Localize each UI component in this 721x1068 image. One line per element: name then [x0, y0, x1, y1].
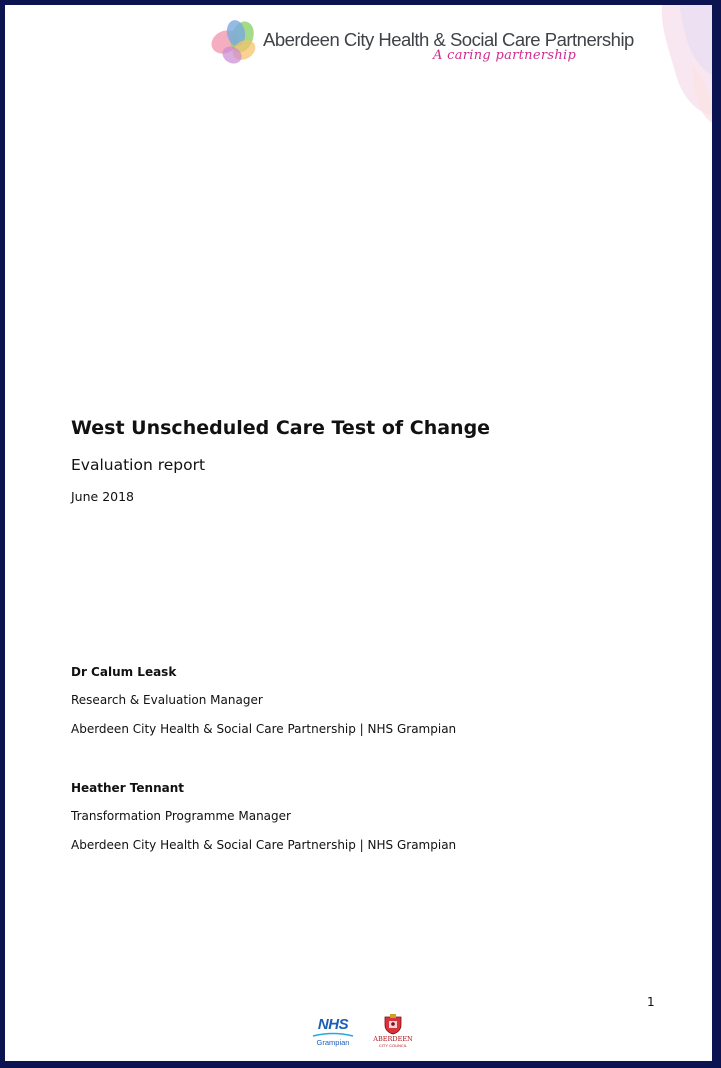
author-block — [71, 665, 456, 751]
council-sub: CITY COUNCIL — [378, 1043, 408, 1048]
partnership-logo — [208, 15, 634, 77]
author-affiliation: Aberdeen City Health & Social Care Partnership | NHS Grampian — [71, 722, 457, 736]
author-role: Research & Evaluation Manager — [71, 693, 263, 707]
page-number: 1 — [647, 995, 655, 1009]
author-name: Heather Tennant — [71, 781, 184, 795]
report-date: June 2018 — [71, 489, 135, 504]
report-title: West Unscheduled Care Test of Change — [71, 417, 491, 439]
author-block — [71, 781, 456, 867]
aberdeen-city-council-logo — [368, 1013, 418, 1053]
decorative-corner-graphic — [642, 5, 712, 125]
nhs-region: Grampian — [316, 1038, 350, 1047]
council-crest-icon — [382, 1013, 404, 1035]
author-name: Dr Calum Leask — [71, 665, 177, 679]
author-role: Transformation Programme Manager — [71, 809, 291, 823]
heart-logo-icon — [208, 15, 262, 69]
nhs-grampian-logo — [310, 1016, 356, 1052]
author-affiliation: Aberdeen City Health & Social Care Partnership | NHS Grampian — [71, 838, 457, 852]
org-name: Aberdeen City Health & Social Care Partnership — [263, 29, 634, 50]
nhs-badge: NHS — [317, 1016, 349, 1033]
org-tagline: A caring partnership — [433, 48, 577, 63]
report-subtitle: Evaluation report — [71, 456, 206, 474]
document-page — [5, 5, 712, 1061]
council-name: ABERDEEN — [373, 1035, 413, 1043]
